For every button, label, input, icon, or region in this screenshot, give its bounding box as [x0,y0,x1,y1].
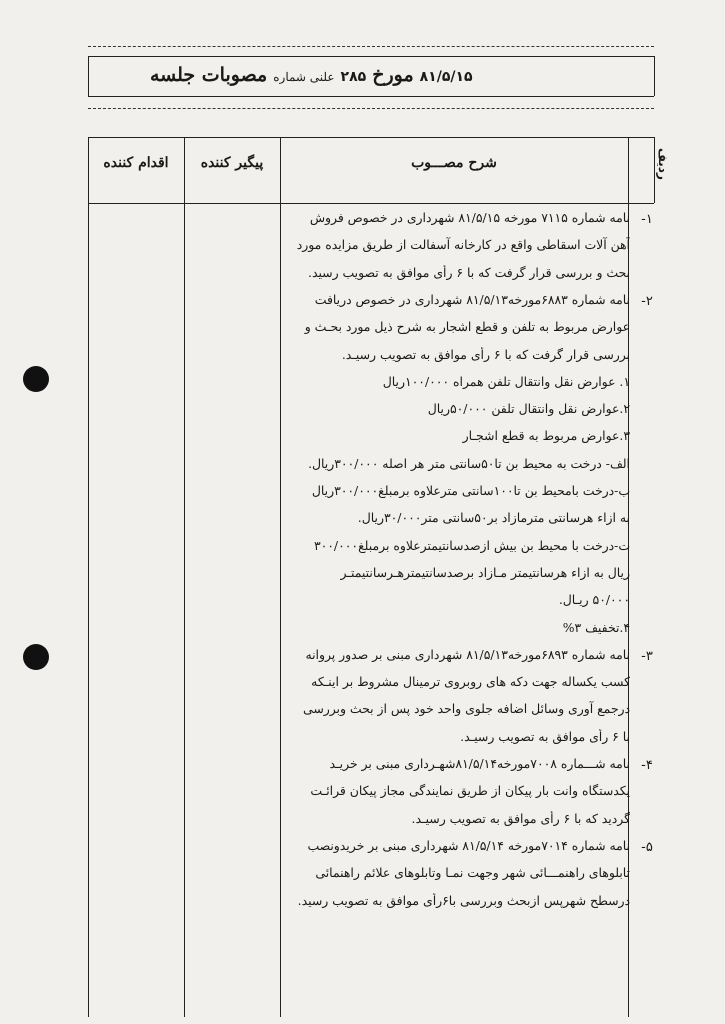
header-right-border [654,56,655,96]
col-header-row: ردیف [656,148,670,180]
col-header-action: اقدام کننده [103,155,169,171]
description-line: ۴.تخفیف ۳% [562,619,630,635]
description-line: ۳.عوارض مربوط به قطع اشجـار [462,428,630,444]
description-line: نامه شماره ۷۰۱۴مورخه ۸۱/۵/۱۴ شهرداری مبنی بر خریدونصب [307,837,630,853]
description-line: ۵۰/۰۰۰ ریـال. [558,592,630,608]
description-line: نامه شماره ۷۱۱۵ مورخه ۸۱/۵/۱۵ شهرداری در خصوص فروش [309,210,630,225]
description-line: به ازاء هرسانتی مترمازاد بر۵۰سانتی متر۳۰/۰۰۰ریال. [357,510,630,526]
header-left-border [88,56,89,96]
punch-hole-top [23,366,49,392]
row-number: -۴ [641,758,653,773]
description-line: نامه شماره ۶۸۹۳مورخه۸۱/۵/۱۳ شهرداری مبنی بر صدور پروانه [305,646,630,662]
description-line: عوارض مربوط به تلفن و قطع اشجار به شرح ذیل مورد بحـث و [304,319,630,335]
description-line: ۲.عوارض نقل وانتقال تلفن ۵۰/۰۰۰ریال [427,401,630,417]
row-number: -۳ [641,648,653,664]
header-dashed-top [88,46,654,47]
description-line: گردید که با ۶ رأی موافق به تصویب رسیـد. [411,810,630,826]
punch-hole-bottom [23,644,49,670]
title-text: مصوبات جلسه [150,64,268,86]
header-rule-bottom [88,96,654,97]
description-line: درجمع آوری وسائل اضافه جلوی واحد خود پس از بحث وبررسی [303,701,630,717]
description-line: ریال به ازاء هرسانتیمتر مـازاد برصدسانتیمترهـرسانتیمتـر [340,564,630,580]
description-line: نامه شـــماره ۷۰۰۸مورخه۸۱/۵/۱۴شهـرداری مبنی بر خریـد [329,756,630,771]
title-subtitle: علنی شماره [273,70,335,84]
header-rule-top [88,56,654,57]
description-line: کسب یکساله جهت دکه های روبروی ترمینال مشروط بر اینـکه [311,674,630,690]
col-header-follow-up: پیگیر کننده [200,155,264,171]
table-header-bottom [88,203,654,204]
table-left-border [88,137,89,1017]
table-top-border [88,137,654,138]
description-line: الف- درخت به محیط بن تا۵۰سانتی متر هر اصله ۳۰۰/۰۰۰ریال. [308,455,630,471]
description-line: با ۶ رأی موافق به تصویب رسیـد. [460,728,630,744]
description-line: ب-درخت بامحیط بن تا۱۰۰سانتی مترعلاوه برمبلغ۳۰۰/۰۰۰ریال [311,483,630,498]
description-line: یکدستگاه وانت بار پیکان از طریق نمایندگی مجاز پیکان قرائـت [310,783,630,799]
description-line: بررسی قرار گرفت که با ۶ رأی موافق به تصویب رسیـد. [341,346,630,362]
row-number: -۱ [641,212,653,227]
row-number: -۲ [641,293,653,309]
meeting-date: ۸۱/۵/۱۵ [419,69,473,85]
row-number: -۵ [641,839,653,855]
description-line: ت-درخت با محیط بن بیش ازصدسانتیمترعلاوه برمبلغ۳۰۰/۰۰۰ [313,537,630,553]
description-line: آهن آلات اسقاطی واقع در کارخانه آسفالت از طریق مزایده مورد [296,237,630,253]
description-line: تابلوهای راهنمـــائی شهر وجهت نمـا وتابلوهای علائم راهنمائی [315,865,630,881]
description-line: درسطح شهرپس ازبحث وبررسی با۶رأی موافق به تصویب رسید. [297,892,630,908]
meeting-number: ۲۸۵ [340,69,367,85]
col-divider-followup [280,137,281,1017]
dated-word: مورخ [372,64,414,86]
col-header-description: شرح مصـــوب [411,155,497,171]
description-line: ۱. عوارض نقل وانتقال تلفن همراه ۱۰۰/۰۰۰ریال [382,373,630,389]
description-line: بحث و بررسی قرار گرفت که با ۶ رأی موافق به تصویب رسید. [308,264,630,280]
header-dashed-bottom [88,108,654,109]
page-title [150,64,610,94]
description-line: نامه شماره ۶۸۸۳مورخه۸۱/۵/۱۳ شهرداری در خصوص دریافت [314,291,630,307]
col-divider-action [184,137,185,1017]
